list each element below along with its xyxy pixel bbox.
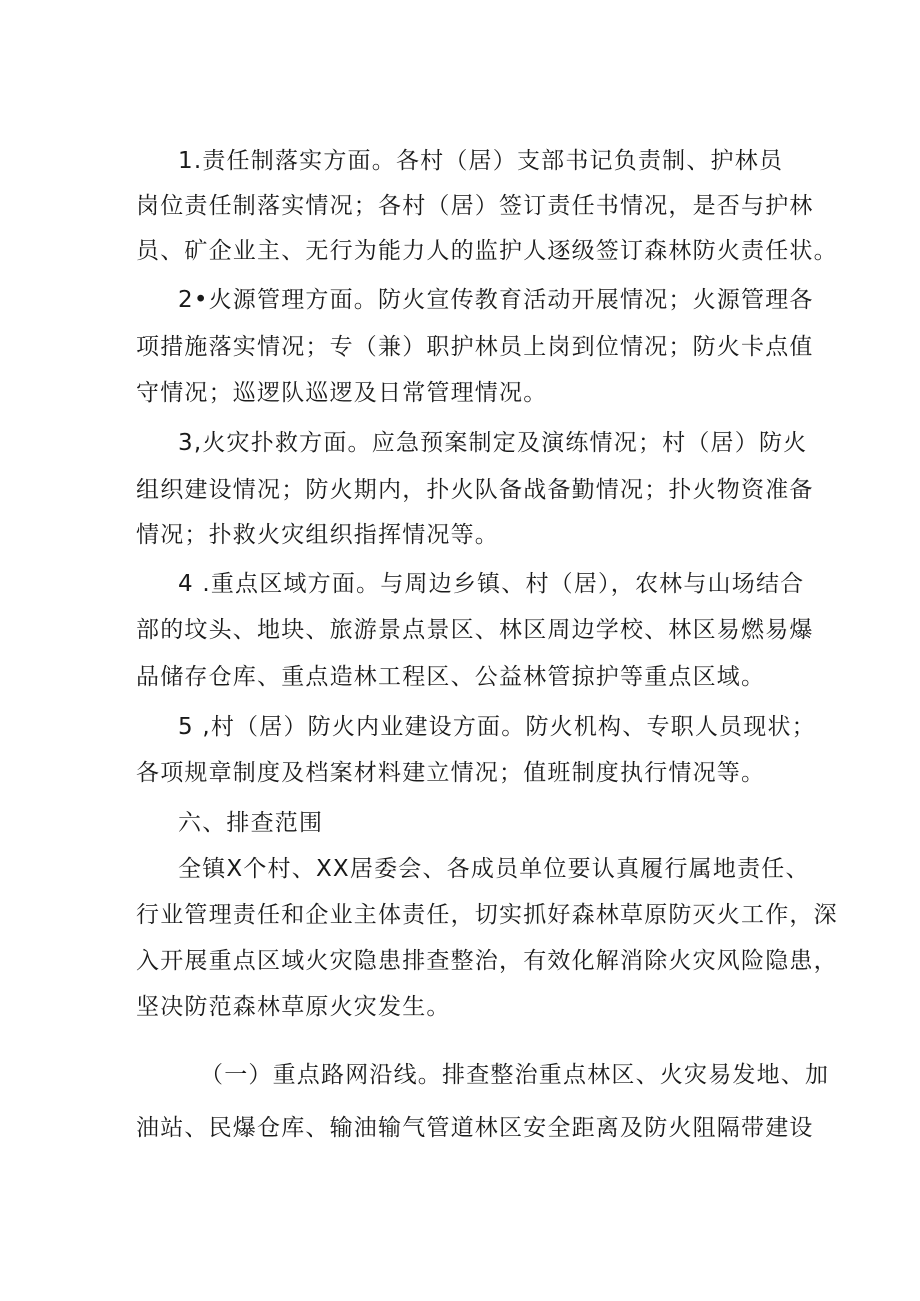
text-line: 岗位责任制落实情况；各村（居）签订责任书情况，是否与护林 xyxy=(136,193,814,219)
text-line: 入开展重点区域火灾隐患排查整治，有效化解消除火灾风险隐患， xyxy=(136,948,838,974)
text-line: 行业管理责任和企业主体责任，切实抓好森林草原防灭火工作，深 xyxy=(136,902,838,928)
text-line: 情况；扑救火灾组织指挥情况等。 xyxy=(136,522,499,548)
text-line: 员、矿企业主、无行为能力人的监护人逐级签订森林防火责任状。 xyxy=(136,238,838,264)
text-line: 油站、民爆仓库、输油输气管道林区安全距离及防火阻隔带建设 xyxy=(136,1115,814,1141)
text-line: 坚决防范森林草原火灾发生。 xyxy=(136,994,451,1020)
text-line: （一）重点路网沿线。排查整治重点林区、火灾易发地、加 xyxy=(200,1062,830,1088)
text-line: 各项规章制度及档案材料建立情况；值班制度执行情况等。 xyxy=(136,760,766,786)
text-line: 项措施落实情况；专（兼）职护林员上岗到位情况；防火卡点值 xyxy=(136,334,814,360)
text-line: 组织建设情况；防火期内，扑火队备战备勤情况；扑火物资准备 xyxy=(136,477,814,503)
section-heading: 六、排查范围 xyxy=(178,810,324,836)
text-line: 4 .重点区域方面。与周边乡镇、村（居），农林与山场结合 xyxy=(178,571,805,597)
text-line: 品储存仓库、重点造林工程区、公益林管掠护等重点区域。 xyxy=(136,664,766,690)
text-line: 2•火源管理方面。防火宣传教育活动开展情况；火源管理各 xyxy=(178,287,814,313)
text-line: 3,火灾扑救方面。应急预案制定及演练情况；村（居）防火 xyxy=(178,430,808,456)
text-line: 5 ,村（居）防火内业建设方面。防火机构、专职人员现状； xyxy=(178,714,816,740)
text-line: 全镇X个村、XX居委会、各成员单位要认真履行属地责任、 xyxy=(178,856,810,882)
text-line: 1.责任制落实方面。各村（居）支部书记负责制、护林员 xyxy=(178,148,784,174)
text-line: 部的坟头、地块、旅游景点景区、林区周边学校、林区易燃易爆 xyxy=(136,617,814,643)
text-line: 守情况；巡逻队巡逻及日常管理情况。 xyxy=(136,380,548,406)
